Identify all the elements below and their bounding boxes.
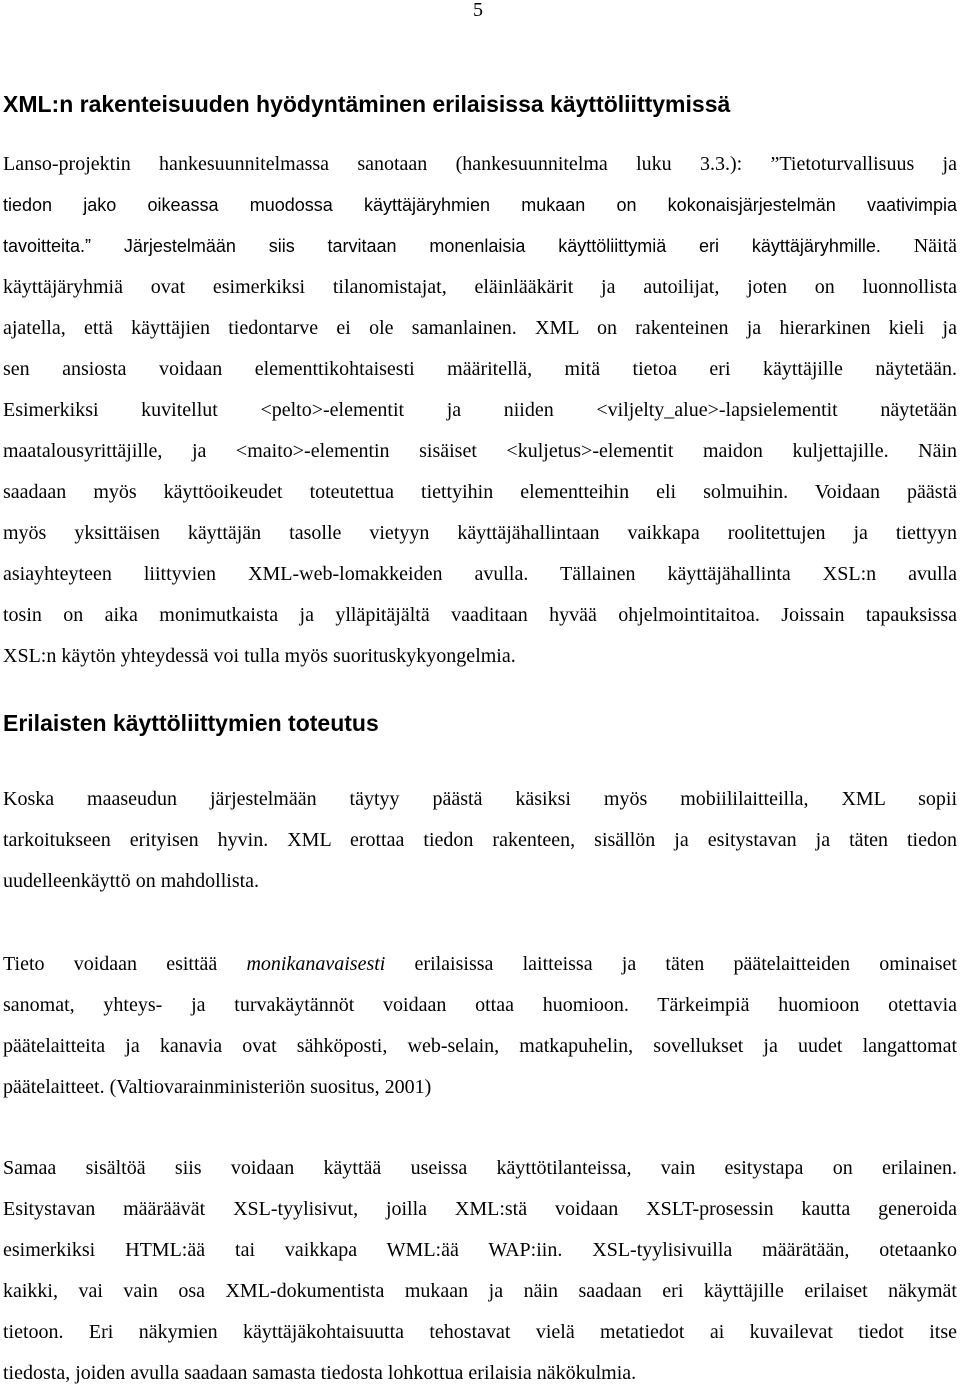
text-line: tosin on aika monimutkaista ja ylläpitäjältä vaaditaan hyvää ohjelmointitaitoa. Joissain tapauksissa <box>3 604 957 626</box>
emphasis-text: monikanavaisesti <box>246 953 386 975</box>
paragraph-lanso-project <box>3 144 957 677</box>
text-line: Koska maaseudun järjestelmään täytyy päästä käsiksi myös mobiililaitteilla, XML sopii <box>3 788 957 810</box>
text-line: tarkoitukseen erityisen hyvin. XML erottaa tiedon rakenteen, sisällön ja esitystavan ja täten tiedon <box>3 829 957 851</box>
text-line: Esitystavan määräävät XSL-tyylisivut, joilla XML:stä voidaan XSLT-prosessin kautta generoida <box>3 1198 957 1220</box>
text-line: myös yksittäisen käyttäjän tasolle vietyyn käyttäjähallintaan vaikkapa roolitettujen ja tiettyyn <box>3 522 957 544</box>
text-line: käyttäjäryhmiä ovat esimerkiksi tilanomistajat, eläinlääkärit ja autoilijat, joten on luonnollista <box>3 276 957 298</box>
text-line: Esimerkiksi kuvitellut <pelto>-elementit ja niiden <viljelty_alue>-lapsielementit näytetään <box>3 399 957 421</box>
text-line: päätelaitteet. (Valtiovarainministeriön suositus, 2001) <box>3 1076 432 1098</box>
text-line: tiedon jako oikeassa muodossa käyttäjäryhmien mukaan on kokonaisjärjestelmän vaativimpia <box>3 195 957 215</box>
text-line: esimerkiksi HTML:ää tai vaikkapa WML:ää WAP:iin. XSL-tyylisivuilla määrätään, otetaanko <box>3 1239 957 1261</box>
text-line: sanomat, yhteys- ja turvakäytännöt voidaan ottaa huomioon. Tärkeimpiä huomioon otettavia <box>3 994 957 1016</box>
text-line: päätelaitteita ja kanavia ovat sähköposti, web-selain, matkapuhelin, sovellukset ja uudet langattomat <box>3 1035 957 1057</box>
text-line: sen ansiosta voidaan elementtikohtaisesti määritellä, mitä tietoa eri käyttäjille näytetään. <box>3 358 957 380</box>
text-line: saadaan myös käyttöoikeudet toteutettua tiettyihin elementteihin eli solmuihin. Voidaan päästä <box>3 481 957 503</box>
text-span: tavoitteita.” Järjestelmään siis tarvitaan monenlaisia käyttöliittymiä eri käyttäjäryhmille. <box>3 236 881 256</box>
paragraph-mobile-devices <box>3 779 957 902</box>
text-line: Samaa sisältöä siis voidaan käyttää useissa käyttötilanteissa, vain esitystapa on erilainen. <box>3 1157 957 1179</box>
text-line: ajatella, että käyttäjien tiedontarve ei ole samanlainen. XML on rakenteinen ja hierarkinen kieli ja <box>3 317 957 339</box>
text-line: maatalousyrittäjille, ja <maito>-elementin sisäiset <kuljetus>-elementit maidon kuljettajille. Näin <box>3 440 957 462</box>
text-span: Tieto voidaan esittää <box>3 953 247 975</box>
text-span: Näitä <box>880 235 958 257</box>
text-line: XSL:n käytön yhteydessä voi tulla myös suorituskykyongelmia. <box>3 645 516 667</box>
text-line: uudelleenkäyttö on mahdollista. <box>3 870 260 892</box>
paragraph-multichannel <box>3 944 957 1108</box>
text-line <box>3 226 957 267</box>
paragraph-xsl-stylesheets <box>3 1148 957 1394</box>
text-line <box>3 944 957 985</box>
section-heading-xml-structure: XML:n rakenteisuuden hyödyntäminen erilaisissa käyttöliittymissä <box>3 91 731 117</box>
text-span: erilaisissa laitteissa ja täten päätelaitteiden ominaiset <box>385 953 957 975</box>
page-number: 5 <box>473 0 483 21</box>
text-line: tietoon. Eri näkymien käyttäjäkohtaisuutta tehostavat vielä metatiedot ai kuvailevat tiedot itse <box>3 1321 957 1343</box>
text-line: asiayhteyteen liittyvien XML-web-lomakkeiden avulla. Tällainen käyttäjähallinta XSL:n avulla <box>3 563 957 585</box>
text-line: kaikki, vai vain osa XML-dokumentista mukaan ja näin saadaan eri käyttäjille erilaiset näkymät <box>3 1280 957 1302</box>
text-line: Lanso-projektin hankesuunnitelmassa sanotaan (hankesuunnitelma luku 3.3.): ”Tietoturvallisuus ja <box>3 153 957 175</box>
section-heading-ui-implementation: Erilaisten käyttöliittymien toteutus <box>3 710 379 736</box>
text-line: tiedosta, joiden avulla saadaan samasta tiedosta lohkottua erilaisia näkökulmia. <box>3 1362 637 1384</box>
